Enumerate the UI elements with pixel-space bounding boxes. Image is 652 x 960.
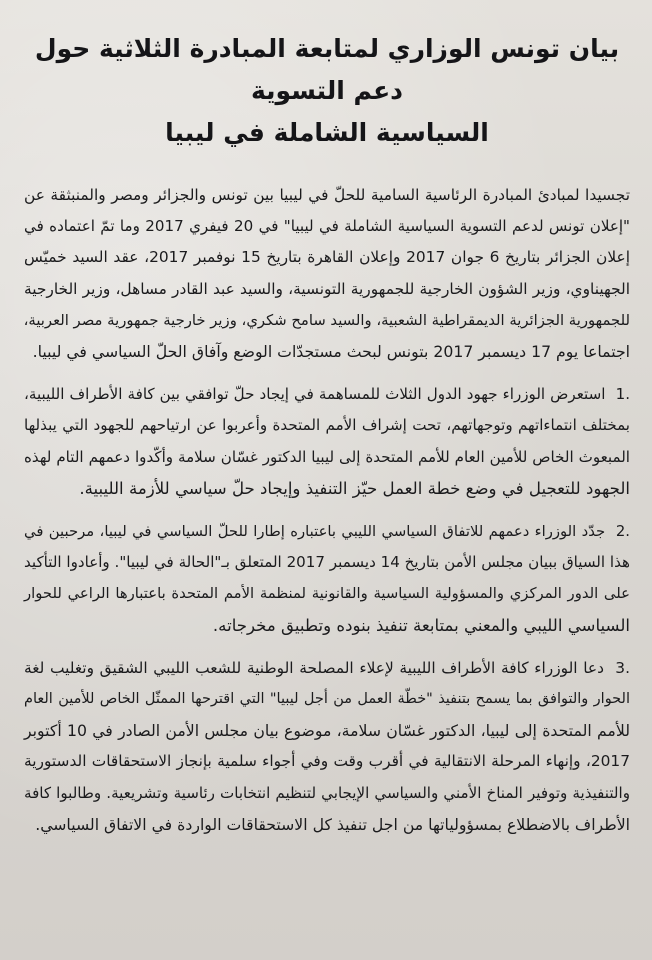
item-line: 2017، وإنهاء المرحلة الانتقالية في أقرب وقت وفي أجواء سلمية بإنجاز الاستحقاقات الدستورية [24, 752, 630, 771]
item-text: جدّد الوزراء دعمهم للاتفاق السياسي الليبي باعتباره إطارا للحلّ السياسي في ليبيا، مرحبين في [24, 523, 606, 541]
numbered-item-1 [24, 379, 630, 504]
item-line [24, 516, 630, 547]
intro-line: للجمهورية الجزائرية الديمقراطية الشعبية، والسيد سامح شكري، وزير خارجية جمهورية مصر العربية، [23, 311, 630, 329]
item-line: الجهود للتعجيل في وضع خطة العمل حيّز التنفيذ وإيجاد حلّ سياسي للأزمة الليبية. [79, 478, 630, 498]
intro-line: اجتماعا يوم 17 ديسمبر 2017 بتونس لبحث مستجدّات الوضع وآفاق الحلّ السياسي في ليبيا. [32, 342, 630, 362]
item-line: بمختلف انتماءاتهم وتوجهاتهم، تحت إشراف الأمم المتحدة وأعربوا عن ارتياحهم للجهود التي يبذلها [24, 416, 630, 435]
item-line: والتنفيذية وتوفير المناخ الأمني والسياسي الإيجابي لتنظيم انتخابات رئاسية وتشريعية. وطالبوا كافة [24, 783, 630, 802]
intro-paragraph [24, 180, 630, 367]
item-line: السياسي الليبي والمعني بمتابعة تنفيذ بنوده وتطبيق مخرجاته. [212, 615, 630, 635]
item-number: .2 [615, 523, 630, 541]
item-line [24, 379, 630, 410]
item-line: للأمم المتحدة إلى ليبيا، الدكتور غسّان سلامة، موضوع بيان مجلس الأمن الصادر في 10 أكتوبر [24, 721, 630, 741]
intro-line: إعلان الجزائر بتاريخ 6 جوان 2017 وإعلان القاهرة بتاريخ 15 نوفمبر 2017، عقد السيد خميّس [24, 248, 630, 267]
item-text: استعرض الوزراء جهود الدول الثلاث للمساهمة في إيجاد حلّ توافقي بين كافة الأطراف الليبية، [24, 385, 606, 404]
item-line: الأطراف بالاضطلاع بمسؤولياتها من اجل تنفيذ كل الاستحقاقات الواردة في الاتفاق السياسي. [35, 814, 630, 834]
item-text: دعا الوزراء كافة الأطراف الليبية لإعلاء المصلحة الوطنية للشعب الليبي الشقيق وتغليب لغة [24, 658, 604, 677]
item-line: المبعوث الخاص للأمين العام للأمم المتحدة إلى ليبيا الدكتور غسّان سلامة وأكّدوا دعمهم التام لهذه [24, 447, 630, 466]
intro-line: "إعلان تونس لدعم التسوية السياسية الشاملة في ليبيا" في 20 فيفري 2017 وما تمّ اعتماده في [24, 217, 630, 236]
item-number: .1 [615, 385, 630, 404]
title-line-2: السياسية الشاملة في ليبيا [165, 118, 489, 147]
numbered-item-3 [24, 653, 630, 840]
item-line [24, 653, 630, 684]
document-title [24, 28, 630, 154]
intro-line: تجسيدا لمبادئ المبادرة الرئاسية السامية للحلّ في ليبيا بين تونس والجزائر ومصر والمنبثقة عن [24, 186, 630, 204]
item-line: هذا السياق ببيان مجلس الأمن بتاريخ 14 ديسمبر 2017 المتعلق بـ"الحالة في ليبيا". وأعادوا التأكيد [24, 553, 630, 572]
title-line-1: بيان تونس الوزاري لمتابعة المبادرة الثلاثية حول دعم التسوية [34, 34, 620, 105]
numbered-item-2 [24, 516, 630, 641]
intro-line: الجهيناوي، وزير الشؤون الخارجية للجمهورية التونسية، والسيد عبد القادر مساهل، وزير الخارجية [24, 279, 630, 298]
item-number: .3 [615, 658, 630, 677]
item-line: على الدور المركزي والمسؤولية السياسية والقانونية لمنظمة الأمم المتحدة باعتبارها الراعي للحوار [24, 585, 630, 603]
item-line: الحوار والتوافق بما يسمح بتنفيذ "خطّة العمل من أجل ليبيا" التي اقترحها الممثّل الخاص للأمين العام [24, 691, 630, 708]
